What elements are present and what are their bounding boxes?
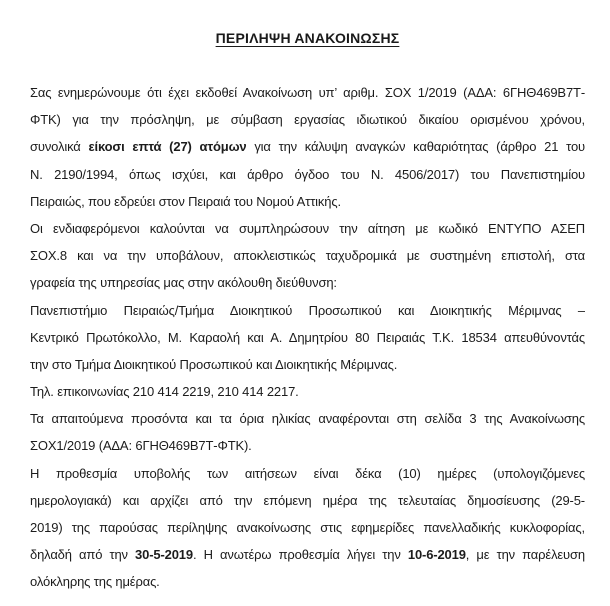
text-line bbox=[30, 487, 585, 514]
text-line bbox=[30, 269, 585, 296]
document-title: ΠΕΡΙΛΗΨΗ ΑΝΑΚΟΙΝΩΣΗΣ bbox=[215, 30, 400, 46]
text-line bbox=[30, 405, 585, 432]
text-run: Η προθεσμία υποβολής των αιτήσεων είναι δέκα (10) ημέρες (υπολογιζόμενες bbox=[30, 465, 585, 481]
text-run: γραφεία της υπηρεσίας μας στην ακόλουθη διεύθυνση: bbox=[30, 275, 337, 291]
text-run: συνολικά bbox=[30, 139, 89, 155]
text-run: ΣΟΧ.8 και να την υποβάλουν, αποκλειστικώς ταχυδρομικά με συστημένη επιστολή, στα bbox=[30, 248, 585, 264]
paragraph bbox=[30, 297, 585, 379]
text-run: Κεντρικό Πρωτόκολλο, Μ. Καραολή και Α. Δημητρίου 80 Πειραιάς Τ.Κ. 18534 απευθύνοντάς bbox=[30, 329, 585, 345]
text-line bbox=[30, 541, 585, 568]
text-line bbox=[30, 161, 585, 188]
text-run: . Η ανωτέρω προθεσμία λήγει την bbox=[192, 547, 408, 563]
text-run: Τα απαιτούμενα προσόντα και τα όρια ηλικίας αναφέρονται στη σελίδα 3 της Ανακοίνωσης bbox=[30, 411, 585, 427]
text-run: ημερολογιακά) και αρχίζει από την επόμενη ημέρα της τελευταίας δημοσίευσης (29-5- bbox=[30, 492, 585, 508]
text-line bbox=[30, 242, 585, 269]
paragraph bbox=[30, 79, 585, 215]
text-run: για την κάλυψη αναγκών καθαριότητας (άρθρο 21 του bbox=[246, 139, 585, 155]
text-line bbox=[30, 133, 585, 160]
paragraph bbox=[30, 378, 585, 405]
text-line bbox=[30, 297, 585, 324]
text-line bbox=[30, 514, 585, 541]
bold-text-run: 10-6-2019 bbox=[407, 547, 466, 563]
text-line bbox=[30, 106, 585, 133]
text-line bbox=[30, 215, 585, 242]
document-body bbox=[30, 79, 585, 596]
bold-text-run: 30-5-2019 bbox=[135, 547, 193, 563]
text-line bbox=[30, 568, 585, 595]
paragraph bbox=[30, 460, 585, 596]
text-run: , με την παρέλευση bbox=[465, 547, 585, 563]
text-run: Πανεπιστήμιο Πειραιώς/Τμήμα Διοικητικού Προσωπικού και Διοικητικής Μέριμνας – bbox=[30, 302, 585, 318]
text-run: ολόκληρης της ημέρας. bbox=[30, 574, 160, 590]
text-run: Ν. 2190/1994, όπως ισχύει, και άρθρο όγδοο του Ν. 4506/2017) του Πανεπιστημίου bbox=[30, 166, 585, 182]
paragraph bbox=[30, 215, 585, 297]
text-line bbox=[30, 378, 585, 405]
text-run: Οι ενδιαφερόμενοι καλούνται να συμπληρώσουν την αίτηση με κωδικό ΕΝΤΥΠΟ ΑΣΕΠ bbox=[30, 220, 585, 236]
text-run: ΣΟΧ1/2019 (ΑΔΑ: 6ΓΗΘ469Β7Τ-ΦΤΚ). bbox=[30, 438, 252, 454]
text-run: ΦΤΚ) για την πρόσληψη, με σύμβαση εργασίας ιδιωτικού δικαίου ορισμένου χρόνου, bbox=[30, 112, 585, 128]
text-run: Τηλ. επικοινωνίας 210 414 2219, 210 414 2217. bbox=[30, 384, 299, 400]
text-line bbox=[30, 351, 585, 378]
text-run: την στο Τμήμα Διοικητικού Προσωπικού και Διοικητικής Μέριμνας. bbox=[30, 356, 398, 372]
paragraph bbox=[30, 405, 585, 459]
text-line bbox=[30, 460, 585, 487]
text-line bbox=[30, 432, 585, 459]
text-line bbox=[30, 324, 585, 351]
bold-text-run: είκοσι επτά (27) ατόμων bbox=[88, 139, 247, 155]
text-run: δηλαδή από την bbox=[30, 547, 136, 563]
text-line bbox=[30, 188, 585, 215]
text-line bbox=[30, 79, 585, 106]
text-run: Σας ενημερώνουμε ότι έχει εκδοθεί Ανακοίνωση υπ’ αριθμ. ΣΟΧ 1/2019 (ΑΔΑ: 6ΓΗΘ469Β7Τ- bbox=[30, 85, 585, 100]
text-run: 2019) της παρούσας περίληψης ανακοίνωσης στις εφημερίδες πανελλαδικής κυκλοφορίας, bbox=[30, 520, 585, 535]
text-run: Πειραιώς, που εδρεύει στον Πειραιά του Νομού Αττικής. bbox=[30, 193, 341, 209]
